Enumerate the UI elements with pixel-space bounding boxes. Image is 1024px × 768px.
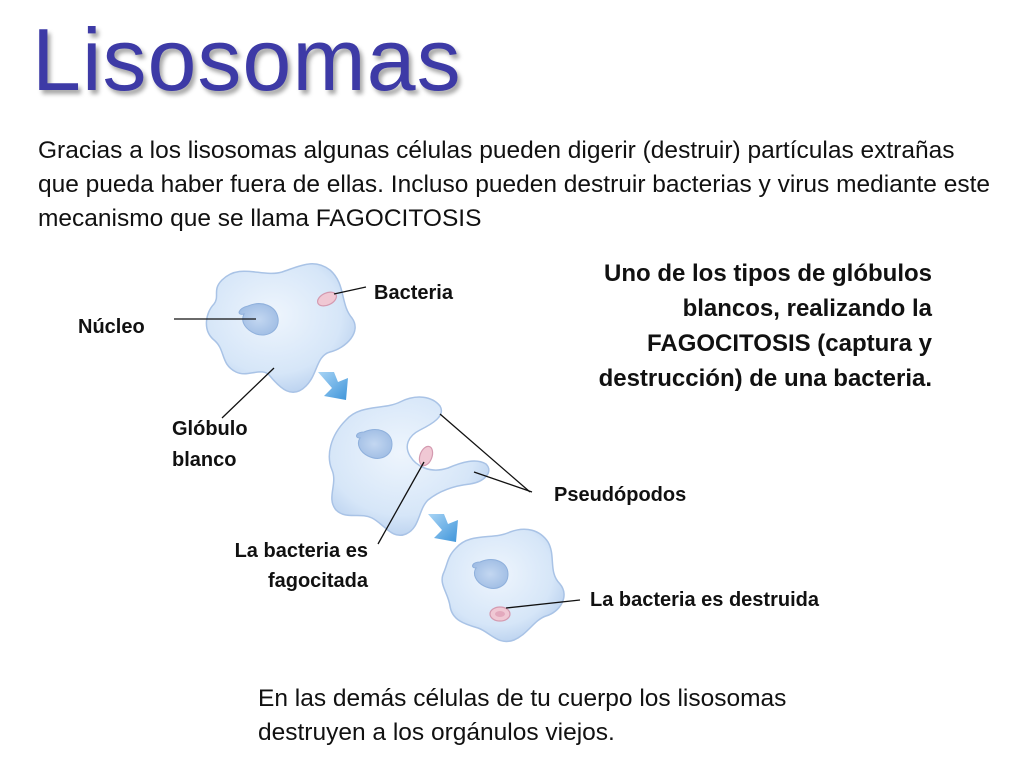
leader-line-globulo: [222, 368, 274, 418]
white-blood-cell-3: [442, 529, 564, 641]
arrow-down-icon: [428, 514, 458, 542]
label-fagocitada-line2: fagocitada: [267, 570, 368, 592]
label-globulo-line2: blanco: [172, 449, 237, 471]
outro-paragraph: En las demás células de tu cuerpo los lisosomas destruyen a los orgánulos viejos.: [258, 685, 787, 746]
lysosome-digestion: [495, 611, 505, 617]
label-fagocitada-line1: La bacteria es: [234, 540, 368, 562]
phagocytosis-caption: Uno de los tipos de glóbulos blancos, realizando la FAGOCITOSIS (captura y destrucción) de una bacteria.: [598, 260, 932, 392]
label-destruida: La bacteria es destruida: [590, 589, 819, 611]
label-nucleo: Núcleo: [78, 316, 145, 338]
white-blood-cell-2: [329, 397, 488, 535]
label-globulo-line1: Glóbulo: [172, 418, 248, 440]
label-pseudopodos: Pseudópodos: [554, 484, 687, 506]
bacteria-2: [417, 445, 435, 468]
leader-line-pseudopodo-2: [474, 472, 532, 492]
label-bacteria: Bacteria: [374, 282, 453, 304]
arrow-down-icon: [318, 372, 348, 400]
intro-paragraph: Gracias a los lisosomas algunas células pueden digerir (destruir) partículas extrañas que pueda haber fuera de ellas. Incluso pueden destruir bacterias y virus mediante este mecanismo que se llama FAGOCITOSIS: [38, 137, 991, 232]
slide-title: Lisosomas: [32, 10, 462, 109]
